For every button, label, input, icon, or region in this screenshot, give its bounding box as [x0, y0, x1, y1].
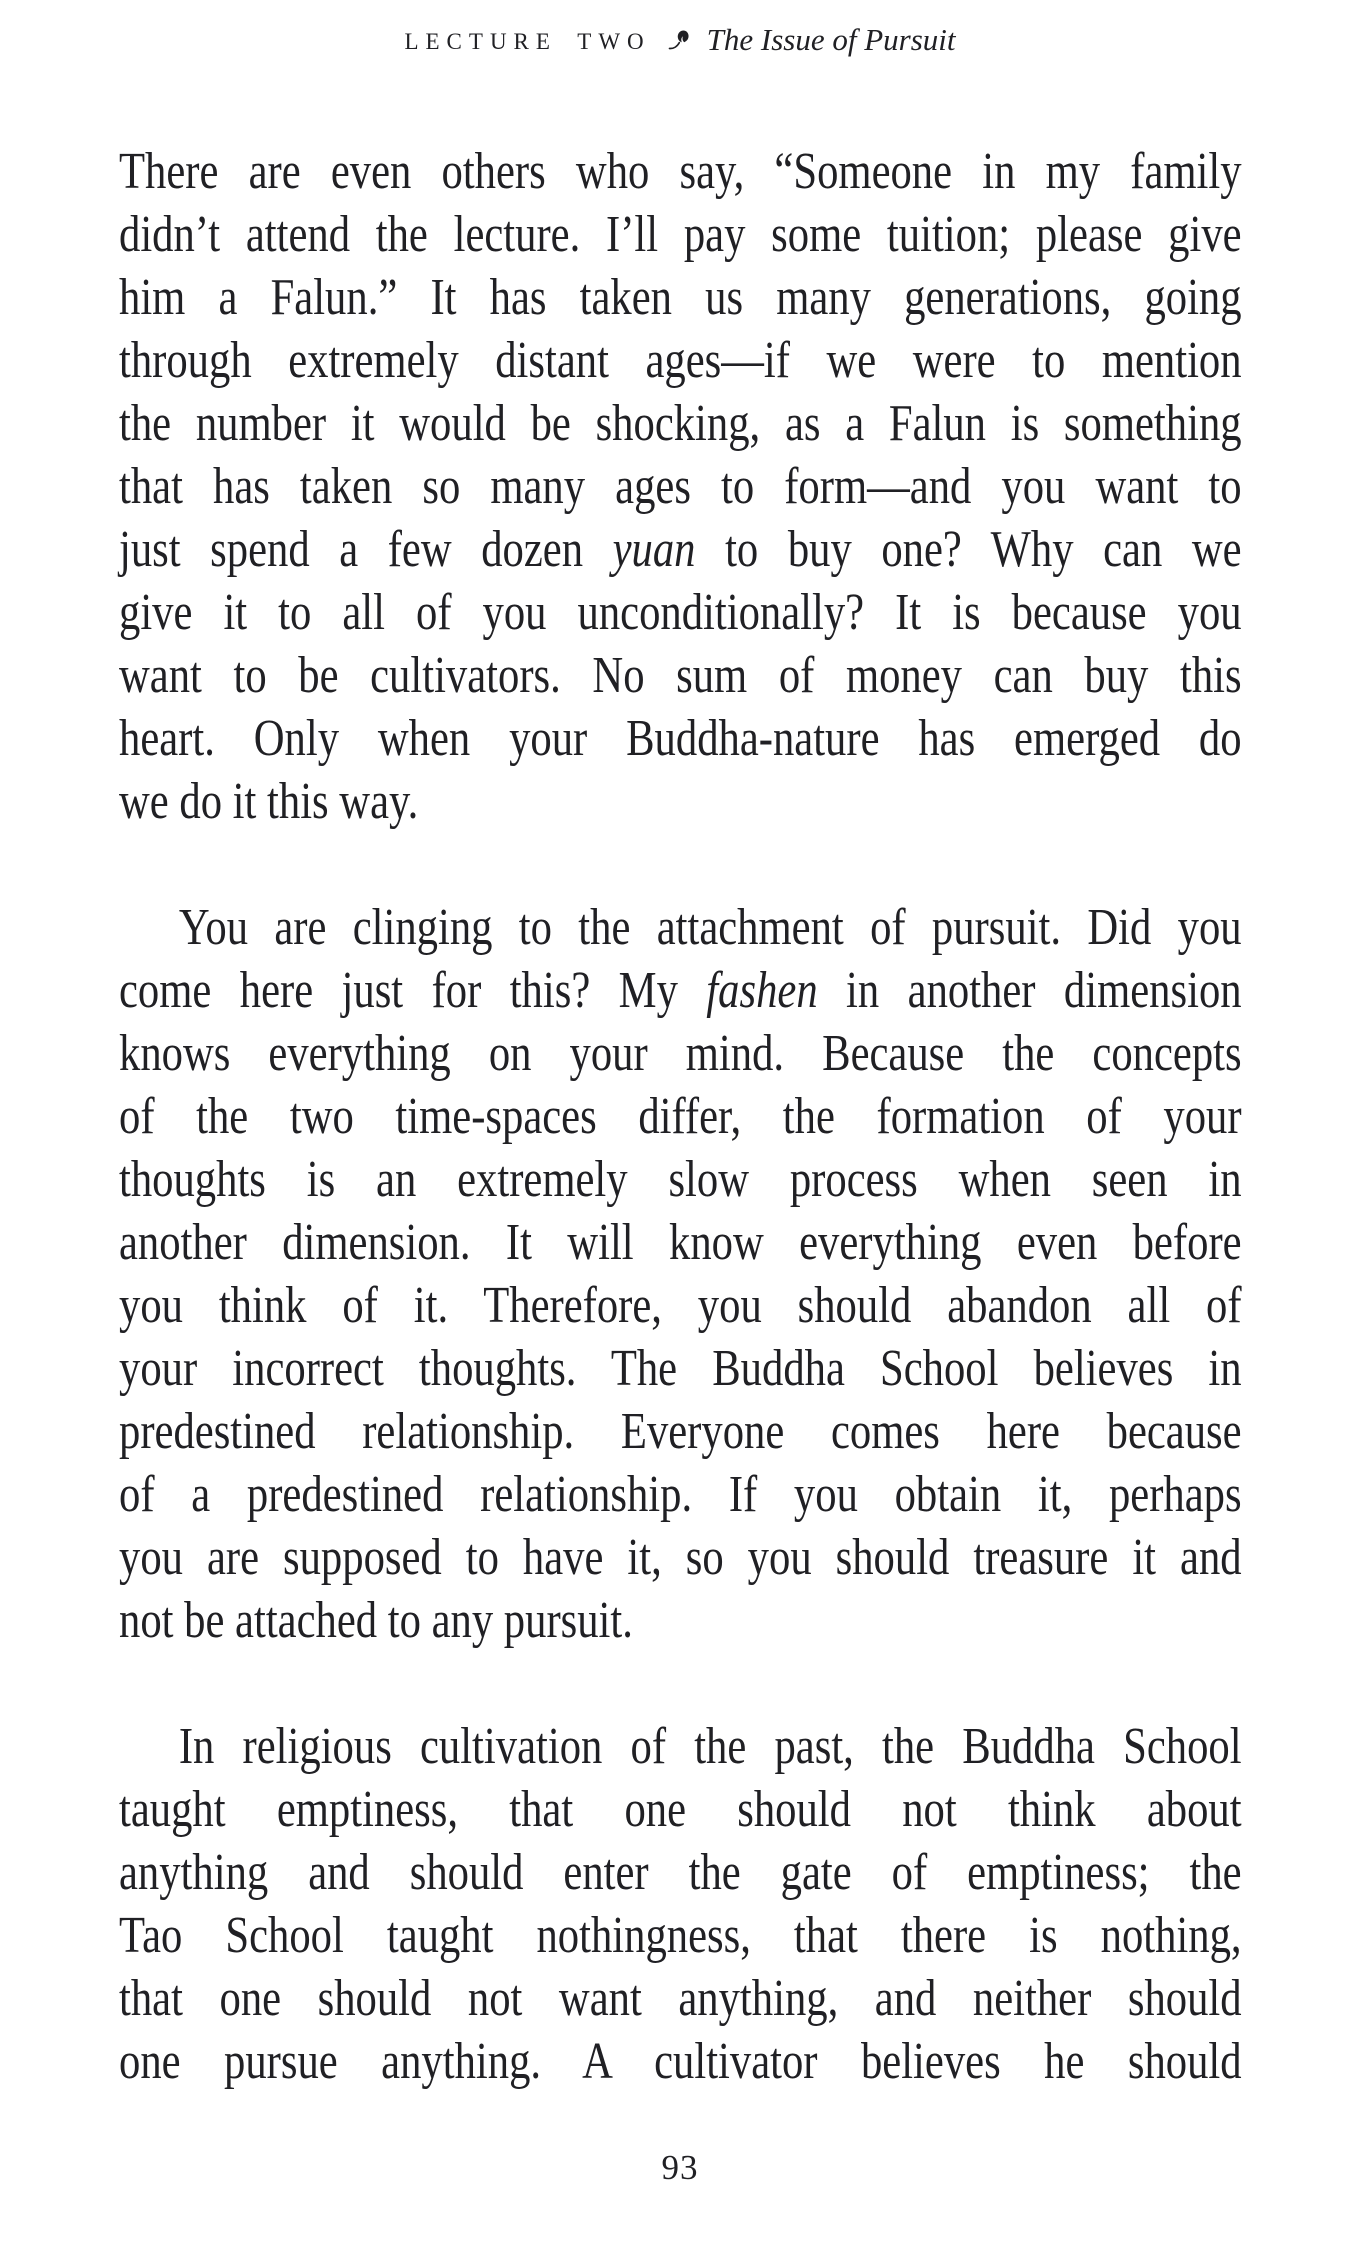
text-line — [119, 959, 1242, 1022]
text-segment: another dimension. It will know everything even before — [119, 1214, 1242, 1271]
text-segment: In religious cultivation of the past, the Buddha School — [178, 1718, 1242, 1775]
running-header-title: The Issue of Pursuit — [706, 22, 956, 57]
text-segment: You are clinging to the attachment of pursuit. Did you — [178, 899, 1242, 956]
text-line — [119, 1904, 1242, 1967]
text-line — [119, 2030, 1242, 2093]
text-segment: the number it would be shocking, as a Falun is something — [119, 395, 1242, 452]
text-segment: your incorrect thoughts. The Buddha School believes in — [119, 1340, 1242, 1397]
text-segment: one pursue anything. A cultivator believes he should — [119, 2033, 1242, 2090]
text-line — [119, 707, 1242, 770]
text-segment: Tao School taught nothingness, that there is nothing, — [119, 1907, 1242, 1964]
text-line — [119, 1841, 1242, 1904]
text-segment: didn’t attend the lecture. I’ll pay some tuition; please give — [119, 206, 1242, 263]
text-segment: him a Falun.” It has taken us many generations, going — [119, 269, 1242, 326]
text-line — [119, 392, 1242, 455]
text-segment: we do it this way. — [119, 773, 419, 830]
paragraph — [119, 140, 1242, 833]
text-segment: anything and should enter the gate of emptiness; the — [119, 1844, 1242, 1901]
text-segment: thoughts is an extremely slow process when seen in — [119, 1151, 1242, 1208]
text-segment: taught emptiness, that one should not think about — [119, 1781, 1242, 1838]
text-line — [119, 770, 1242, 833]
text-segment: want to be cultivators. No sum of money can buy this — [119, 647, 1242, 704]
text-segment: that has taken so many ages to form—and you want to — [119, 458, 1242, 515]
italic-term: fashen — [706, 962, 818, 1019]
text-segment: heart. Only when your Buddha-nature has emerged do — [119, 710, 1242, 767]
text-line — [119, 1085, 1242, 1148]
text-segment: that one should not want anything, and neither should — [119, 1970, 1242, 2027]
text-line — [119, 266, 1242, 329]
text-segment: come here just for this? My — [119, 962, 707, 1019]
page-number: 93 — [661, 2148, 699, 2187]
text-segment: through extremely distant ages—if we were to mention — [119, 332, 1242, 389]
text-line — [119, 1274, 1242, 1337]
text-line — [119, 1967, 1242, 2030]
text-line — [119, 1337, 1242, 1400]
text-segment: of the two time-spaces differ, the formation of your — [119, 1088, 1242, 1145]
text-line — [119, 1400, 1242, 1463]
text-line — [119, 1778, 1242, 1841]
text-line — [119, 896, 1242, 959]
text-line — [119, 581, 1242, 644]
text-segment: you think of it. Therefore, you should abandon all of — [119, 1277, 1242, 1334]
text-line — [119, 1463, 1242, 1526]
text-segment: knows everything on your mind. Because the concepts — [119, 1025, 1242, 1082]
text-segment: just spend a few dozen — [119, 521, 613, 578]
text-line — [119, 1211, 1242, 1274]
running-header — [0, 22, 1360, 58]
text-line — [119, 1022, 1242, 1085]
hedera-leaf-icon — [667, 27, 691, 53]
text-segment: not be attached to any pursuit. — [119, 1592, 633, 1649]
paragraph — [119, 896, 1242, 1652]
running-header-lecture-label: LECTURE TWO — [404, 29, 651, 54]
text-line — [119, 203, 1242, 266]
text-line — [119, 455, 1242, 518]
text-line — [119, 1526, 1242, 1589]
page-body — [119, 140, 1241, 2093]
text-line — [119, 518, 1242, 581]
text-line — [119, 1589, 1242, 1652]
paragraph — [119, 1715, 1242, 2093]
italic-term: yuan — [612, 521, 696, 578]
text-segment: There are even others who say, “Someone in my family — [119, 143, 1242, 200]
text-segment: to buy one? Why can we — [695, 521, 1242, 578]
text-line — [119, 140, 1242, 203]
text-segment: of a predestined relationship. If you obtain it, perhaps — [119, 1466, 1242, 1523]
text-segment: you are supposed to have it, so you should treasure it and — [119, 1529, 1242, 1586]
text-line — [119, 329, 1242, 392]
text-segment: give it to all of you unconditionally? It is because you — [119, 584, 1242, 641]
text-segment: in another dimension — [817, 962, 1242, 1019]
text-line — [119, 1715, 1242, 1778]
text-line — [119, 644, 1242, 707]
text-line — [119, 1148, 1242, 1211]
text-segment: predestined relationship. Everyone comes here because — [119, 1403, 1242, 1460]
